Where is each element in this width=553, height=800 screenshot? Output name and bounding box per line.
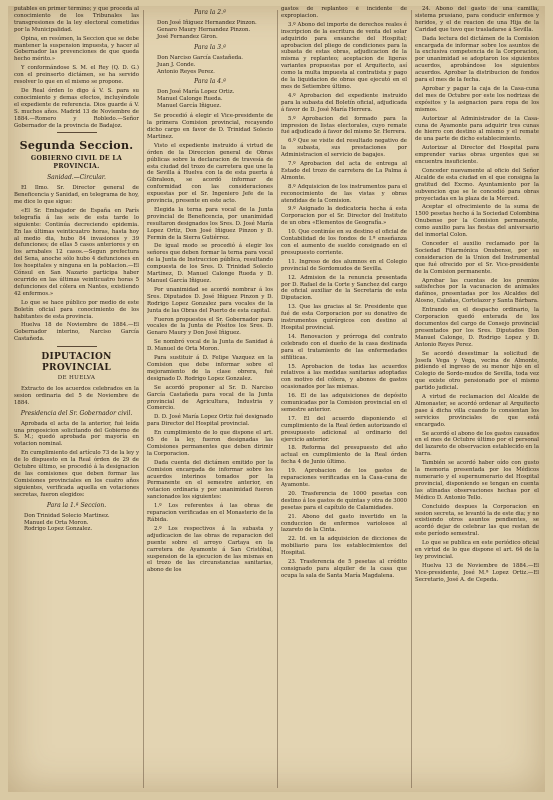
diputacion-title: DIPUTACION PROVINCIAL (41, 351, 112, 373)
paragraph: 22. Id. en la adquisicion de dicciones de mobiliario para los establecimientos del Hospital. (281, 536, 407, 557)
name-entry: Don Narciso García Castañeda. (157, 54, 244, 61)
name-entry: Juan J. Conde. (157, 61, 196, 68)
paragraph: 23. Trasferencia de 5 pesetas al crédito consignado para alquiler de la casa que ocupa la sala de Santa María Magdalena. (281, 559, 407, 579)
paragraph: También se acordó haber oído con gusto la memoria presentada por los Médicos numerario y el supernumerario del Hospital provincial, disponiendo se tengan en cuenta las atinadas observaciones hechas por el Médico D. Antonio Tello. (415, 460, 539, 501)
paragraph: 1.º Los referentes á las obras de reparacion verificadas en el Monasterio de la Rábida. (147, 503, 273, 523)
name-entry: Rodrigo Lopez Gonzalez. (24, 526, 93, 533)
divider (57, 132, 97, 133)
paragraph: De Real órden lo digo á V. S. para su conocimiento y demas efectos, incluyéndole el expediente de referencia. Dios guarde á V. S. muchos años. Madrid 13 de Noviembre de 1884.—Romero y Robledo.—Señor Gobernador de la provincia de Badajoz. (14, 87, 139, 129)
name-entry: Don Trinidad Solecio Martinez. (24, 512, 110, 519)
section-title: Segunda Seccion. (19, 139, 134, 153)
paragraph: Aprobar y pagar la caja de la Casa-cuna del mes de Octubre por este los nodrizas de expósitos y la asignacion para ropa de los mismos. (415, 85, 539, 113)
paragraph: 13. Que las gracias al Sr. Presidente que fué de esta Corporacion por su donativo de instrumentos quirúrgicos con destino al Hospital provincial. (281, 304, 407, 331)
name-entry: Antonio Reyes Perez. (157, 68, 215, 75)
paragraph: El Ilmo. Sr. Director general de Beneficencia y Sanidad, en telegrama de hoy, me dice lo que sigue: (14, 185, 139, 206)
paragraph: 11. Ingreso de dos alumnos en el Colegio provincial de Sordomudos de Sevilla. (281, 258, 407, 272)
government-heading: GOBIERNO CIVIL DE LA PROVINCIA. (30, 155, 123, 171)
paragraph: Autorizar al Administrador de la Casa-cuna de Ayamonte para adquirir tres cunas de hierro con destino al mismo y el remate de una parte de dicho establecimiento. (415, 115, 539, 143)
paragraph: Conceder nuevamente al oficio del Señor Alcalde de esta ciudad en el que consigna la gratitud del Excmo. Ayuntamiento por la subvencion que se le concedió para obras proyectadas en la plaza de la Merced. (415, 167, 539, 202)
paragraph: 8.º Adquisicion de los instrumentos para el reconocimiento de las vistas y obras atendidas de la Comision. (281, 183, 407, 204)
paragraph: En cumplimiento de lo que dispone el art. 65 de la ley, fueron designadas las Comisiones permanentes que deben dirimir la Corporacion. (147, 430, 273, 457)
name-entry: José Fernandez Giron. (157, 33, 218, 40)
paragraph: Aprobar las cuentas de los premios satisfechos por la vacunacion de animales dañinos, presentadas por los Alcaldes del Alosno, Calañas, Cortelazor y Santa Bárbara. (415, 277, 539, 305)
paragraph: Entrando en el despacho ordinario, la Corporacion quedó enterada de los documentos del cargo de Consejo provincial presentados por los Sres. Diputados Don Manuel Calonge, D. Rodrigo Lopez y D. Antonio Reyes Perez. (415, 307, 539, 348)
paragraph: 18. Reforma del presupuesto del año actual en cumplimiento de la Real órden fecha 4 de Junio último. (281, 445, 407, 466)
paragraph: En cumplimiento del artículo 73 de la ley y de lo dispuesto en la Real órden de 29 de Octubre último, se procedió á la designacion de las comisiones que deben formar las Comisiones provinciales en los cuatro años siguientes, verificada aquella en votaciones secretas, fueron elegidos: (14, 450, 139, 498)
signature-line: Huelva 13 de Noviembre de 1884.—El Vice-presidente, José M.ª Lopez Ortiz.—El Secretario, José A. de Cepeda. (415, 562, 539, 583)
paragraph: Concluido despues la Corporacion en sesion secreta, se levantó la de este dia; y no existiendo otros asuntos pendientes, se acordó dejar de celebrar las que restan de este período semestral. (415, 503, 539, 538)
paragraph: Conceder el auxilio reclamado por la Sociedad Filarmónica Onubense, por su consideracion de la Union del Instrumental que fué ofrecido por el Sr. Vice-presidente de la Comision permanente. (415, 241, 539, 275)
paragraph: Visto el expediente instruido á virtud de órden de la Direccion general de Obras públicas sobre la declaracion de travesía de esta ciudad del trozo de carretera que une la de Sevilla á Huelva con la de esta puerta á Gibraleon, se acordó informar de conformidad con las consideraciones expuestas por el Sr. Ingeniero Jefe de la provincia, presente en este acto. (147, 142, 273, 205)
paragraph: 12. Admision de la renuncia presentada por D. Rafael de la Corte y Sanchez del cargo de oficial auxiliar de la Secretaría de esta Diputacion. (281, 274, 407, 302)
paragraph: Autorizar al Director del Hospital para emprender varias obras urgentes que se encuentra insuficiente. (415, 145, 539, 166)
newspaper-page (8, 6, 545, 792)
paragraph: 5.º Aprobacion del formado para la impresion de listas electorales, cuyo remate fué adjudicado á favor del mismo Sr. Herrera. (281, 115, 407, 136)
divider (57, 346, 97, 347)
column-rule (411, 10, 412, 788)
column-1 (14, 6, 139, 792)
paragraph: 20. Trasferencia de 1000 pesetas con destino á los gastos de quintas y otra de 3000 pesetas para el capítulo de Calamidades. (281, 490, 407, 511)
paragraph: 17. El del acuerdo disponiendo el cumplimiento de la Real órden autorizando el presupuesto adicional al ordinario del ejercicio anterior. (281, 415, 407, 443)
names-list (157, 20, 273, 41)
paragraph: Fueron propuestos el Sr. Gobernador para vocales de la Junta de Pósitos los Sres. D. Genaro Maury y Don José Iñiguez. (147, 316, 273, 337)
paragraph: Se procedió á elegir el Vice-presidente de la primera Comision provincial, recayendo dicho cargo en favor de D. Trinidad Solecio Martinez. (147, 113, 273, 140)
paragraph: Opina, en resúmen, la Seccion que se debe mantener la suspension impuesta, y hacer al Gobernador las prevenciones de que queda hecho mérito.» (14, 35, 139, 63)
paragraph: 21. Abono del gasto invertido en la conduccion de enfermos variolosos al lazareto de la Cinta. (281, 513, 407, 534)
name-entry: Genaro Maury Hernandez Pinzon. (157, 26, 251, 33)
paragraph: putables en primer término; y que proceda al conocimiento de los Tribunales las transgresiones de la ley electoral cometidas por la Municipalidad. (14, 6, 139, 33)
paragraph: Y conformándose S. M. el Rey (Q. D. G.) con el preinserto dictámen, se ha servido resolver lo que en el mismo se propone. (14, 65, 139, 86)
name-entry: Manuel de Orta Moron. (24, 519, 89, 526)
circular-heading: Sanidad.—Circular. (47, 174, 106, 182)
paragraph: Se acordó proponer al Sr. D. Narciso García Castañeda para vocal de la Junta provincial de Agricultura, Industria y Comercio. (147, 384, 273, 412)
paragraph: gastos de replanteo é incidente de expropiacion. (281, 6, 407, 19)
column-rule (143, 10, 144, 788)
paragraph: 14. Renovacion y prórroga del contrato celebrado con el dueño de la casa destinada para el tratamiento de las enfermedades sifilíticas. (281, 333, 407, 361)
paragraph: 4.º Aprobacion del expediente instruido para la subasta del Boletín oficial, adjudicada á favor de D. José María Herrera. (281, 92, 407, 113)
names-list (157, 55, 273, 76)
paragraph: Se nombró vocal de la Junta de Sanidad á D. Manuel de Orta Moron. (147, 339, 273, 353)
paragraph: Se acordó el abono de los gastos causados en el mes de Octubre último por el personal del lazareto de observacion establecido en la barra. (415, 430, 539, 458)
section-2-heading: Para la 2.ª (194, 9, 226, 16)
paragraph: 16. El de las adquisiciones de depósito comunicadas por la Comision provincial en el semestre anterior. (281, 393, 407, 413)
section-3-heading: Para la 3.ª (194, 43, 226, 51)
paragraph: 3.º Abono del importe de derechos reales é inscripcion de la escritura de venta del solar adquirido para ensanche del Hospital; aprobacion del pliego de condiciones para la subasta de estas obras, adjudicacion de la misma y replanteo; aceptacion de ligeras variantes propuestas por el Arquitecto, así como la multa impuesta al contratista y pago de la liquidacion de obras que ejecutó en el mes de Setiembre último. (281, 21, 407, 90)
names-list (157, 89, 273, 110)
paragraph: Para sustituir á D. Felipe Vazquez en la Comision que debe informar sobre el mejoramiento de la clase obrera, fué designado D. Rodrigo Lopez Gonzalez. (147, 355, 273, 382)
paragraph: 10. Que continúe en su destino el oficial de Contabilidad de los fondos de I.ª enseñanza con el aumento de sueldo consignado en el presupuesto corriente. (281, 229, 407, 256)
paragraph: 9.º Asignado la dedicatoria hecha á esta Corporacion por el Sr. Director del Instituto de un obra «Elementos de Geografía.» (281, 206, 407, 227)
name-entry: Don José María Lopez Ortiz. (157, 89, 235, 96)
column-2 (147, 6, 273, 792)
section-1-heading: Para la 1.ª Seccion. (46, 501, 107, 509)
paragraph: Por unanimidad se acordó nombrar á los Sres. Diputados D. José Iñiguez Pinzon y D. Rodrigo Lopez Gonzalez para vocales de la Junta de las Obras del Puerto de esta capital. (147, 286, 273, 314)
paragraph: 6.º Que se visite del resultado negativo de la subasta, sus prestaciones por Administracion el servicio de bagajes. (281, 138, 407, 159)
paragraph: Aceptar el ofrecimiento de la suma de 1500 pesetas hecho á la Sociedad Colombina Onubense por la Comision permanente, como auxilio para las fiestas del aniversario del inmortal Colon. (415, 204, 539, 239)
paragraph: Aprobada el acta de la anterior, fué leída una proposicion solicitando del Gobierno de S. M.; quedó aprobada por mayoría en votacion nominal. (14, 420, 139, 448)
paragraph: 7.º Aprobacion del acta de entrega al Estado del trozo de carretera de La Palma á Almonte. (281, 161, 407, 181)
paragraph: Lo que se publica en este periódico oficial en virtud de lo que dispone el art. 64 de la ley provincial. (415, 540, 539, 560)
extract-heading: Extracto de los acuerdos celebrados en la sesion ordinaria del 5 de Noviembre de 1884. (14, 385, 139, 406)
paragraph: D. D. José María Lopez Ortiz fué designado para Director del Hospital provincial. (147, 414, 273, 428)
paragraph: Huelva 18 de Noviembre de 1884.—El Gobernador interino, Narciso García Castañeda. (14, 322, 139, 343)
presidency-heading: Presidencia del Sr. Gobernador civil. (20, 409, 133, 417)
section-4-heading: Para la 4.ª (194, 78, 226, 86)
name-entry: Manuel García Iñiguez. (157, 103, 222, 110)
paragraph: Se acordó desestimar la solicitud de Josefa Vega y Vega, vecina de Almonte, pidiendo el ingreso de su menor hijo en el Colegio de Sordo-mudos de Sevilla, toda vez que existe otro pensionado por el mismo partido judicial. (415, 350, 539, 392)
paragraph: 19. Aprobacion de los gastos de reparaciones verificadas en la Casa-cuna de Ayamonte. (281, 468, 407, 488)
diputacion-subtitle: DE HUELVA (57, 374, 96, 381)
paragraph: 15. Aprobacion de todas las acuerdos relativos á las medidas sanitarias adoptadas con motivo del cólera, y abonos de gastos ocasionados por las mismas. (281, 363, 407, 391)
paragraph: De igual modo se procedió á elegir los señores que deben formar la terna para vocal de la Junta de Instruccion pública, resultando compuesta de los Sres. D. Trinidad Solecio Martinez, D. Manuel Calonge Rueda y D. Manuel García Iñiguez. (147, 243, 273, 284)
paragraph: Dada cuenta del dictámen emitido por la Comision encargada de informar sobre los acuerdos interinos tomados por la Permanente en el semestre anterior, en votacion ordinaria y por unanimidad fueron sancionados los siguientes: (147, 459, 273, 501)
names-list (24, 513, 139, 534)
name-entry: Don José Iñiguez Hernandez Pinzon. (157, 20, 257, 26)
paragraph: «El Sr. Embajador de España en París telegrafía á las seis de esta tarde lo siguiente: Continúa decreciendo epidemia. En las últimas veinticuatro horas, hasta hoy al medio dia, hubo 84 invasiones y 39 defunciones; de ellas 5 casos anteriores y en los arrabales 12 casos.—Segun prefectura del Sena, anoche sólo hubo 4 defunciones en los hospitales y ninguna en la poblacion.—El Cónsul en San Nazario participa haber ocurrido en las últimas veinticuatro horas 5 defunciones del cólera en Nantes, existiendo 42 enfermos.» (14, 207, 139, 297)
paragraph: Elegida la terna para vocal de la Junta provincial de Beneficencia, por unanimidad resultaron designados los Sres. D. José María Lopez Ortiz, Don José Iñiguez Pinzon y D. Fermin de la Sierra Gutiérrez. (147, 206, 273, 241)
paragraph: Dada lectura del dictámen de la Comision encargada de informar sobre los asuntos de la exclusiva competencia de la Corporacion, por unanimidad se adoptaron los siguientes acuerdos, aprobándose los siguientes acuerdos. Aprobar la distribucion de fondos para el mes de la fecha. (415, 35, 539, 84)
paragraph: A virtud de reclamacion del Alcalde de Almonaster, se acordó ordenar al Arquitecto pase á dicha villa cuando lo consientan los servicios provinciales de que está encargado. (415, 394, 539, 428)
name-entry: Manuel Calonge Rueda. (157, 96, 223, 103)
column-3 (281, 6, 407, 792)
paragraph: 24. Abono del gasto de una camilla, sistema prusiano, para conducir enfermos y heridos, y el de reacion de una Hija de la Caridad que tuvo que trasladarse á Sevilla. (415, 6, 539, 33)
column-4 (415, 6, 539, 792)
paragraph: 2.º Los respectivos á la subasta y adjudicacion de las obras de reparacion del puente sobre el arroyo Cartaya en la carretera de Ayamonte á San Cristóbal, suspension de la ejecucion de las mismas en el trozo de las circunstancias sanitarias, abono de los (147, 525, 273, 574)
column-rule (277, 10, 278, 788)
paragraph: Lo que se hace público por medio de este Boletín oficial para conocimiento de los habitantes de esta provincia. (14, 299, 139, 320)
